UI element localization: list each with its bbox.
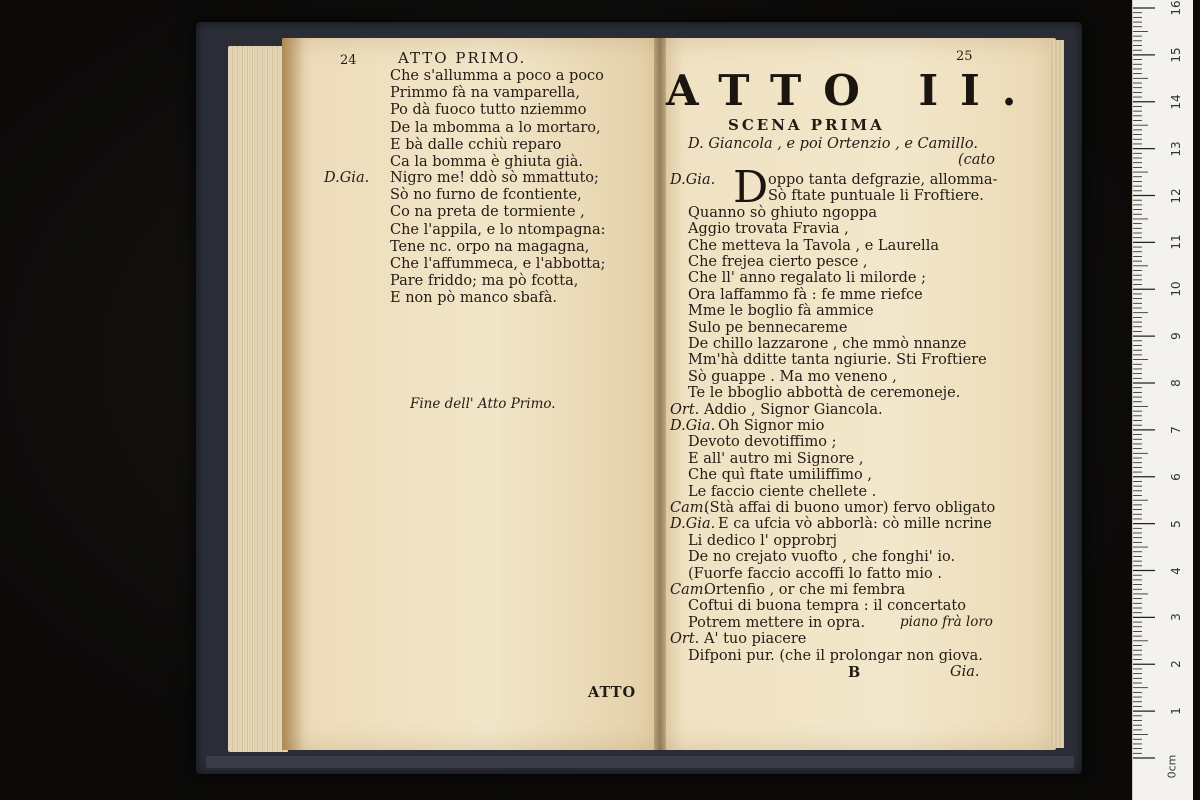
dialogue-line: Mme le boglio fà ammice: [688, 303, 874, 320]
ruler-number: 16: [1169, 0, 1183, 16]
act-title: ATTO II.: [666, 66, 1039, 115]
speaker-label: Cam.: [670, 500, 709, 516]
dialogue-line: Mm'hà ddittе tanta ngiurie. Sti Froftiere: [688, 352, 987, 369]
speech-line: Pare friddo; ma pò fcotta,: [390, 273, 579, 290]
ruler-number: 13: [1169, 140, 1183, 157]
speech-line: Sò no furno de fcontiente,: [390, 187, 582, 204]
page-stain: [282, 38, 304, 750]
ruler-number: 6: [1169, 472, 1183, 481]
dialogue-line: A' tuo piacere: [704, 631, 807, 648]
dialogue-line: (Fuorfe faccio accoffi lo fatto mio .: [688, 565, 942, 582]
dialogue-line: De chillo lazzarone , che mmò nnanze: [688, 336, 967, 352]
cover-edge: [206, 756, 1074, 768]
dialogue-line: Devoto devotiffimo ;: [688, 434, 837, 451]
speech-line: E non pò manco sbafà.: [390, 290, 558, 307]
dialogue-line: Le faccio ciente chellete .: [688, 483, 877, 500]
dialogue-line: Addio , Signor Giancola.: [704, 401, 883, 418]
speech-line: Che l'affummeca, e l'abbotta;: [390, 256, 606, 272]
dialogue-line: Che ll' anno regalato li milorde ;: [688, 270, 926, 287]
dialogue-line: Te le bboglio abbottà de ceremoneje.: [688, 385, 961, 402]
scene-heading: SCENA PRIMA: [728, 116, 885, 134]
dialogue-line: Quanno sò ghiuto ngoppa: [688, 204, 877, 221]
ruler-number: 3: [1169, 613, 1183, 622]
dialogue-line: Sò guappe . Ma mo veneno ,: [688, 368, 897, 385]
verse-line: De la mbomma a lo mortaro,: [390, 119, 601, 136]
dialogue-line: Aggio trovata Fravia ,: [688, 221, 849, 238]
speech-line: Tene nc. orpo na magagna,: [390, 238, 590, 255]
speaker-label: D.Gia.: [670, 172, 716, 188]
speech-line: Che l'appila, e lo ntompagna:: [390, 221, 606, 238]
dialogue-line: Che metteva la Tavola , e Laurella: [688, 237, 939, 254]
verse-line: Ca la bomma è ghiuta già.: [390, 154, 584, 170]
speech-line: Nigro me! ddò sò mmattuto;: [390, 170, 599, 186]
ruler-number: 1: [1169, 707, 1183, 715]
ruler-number: 4: [1169, 566, 1183, 575]
dialogue-line: Che quì ftate umiliffimo ,: [688, 467, 872, 484]
ruler-unit-label: 0cm: [1165, 754, 1179, 779]
dialogue-line: Oh Signor mio: [718, 418, 825, 434]
dialogue-line: Coftui di buona tempra : il concertato: [688, 598, 966, 615]
characters-line: D. Giancola , e poi Ortenzio , e Camillo.: [688, 136, 979, 152]
page-stack-right: [1050, 40, 1064, 748]
ruler-number: 2: [1169, 660, 1183, 669]
dialogue-line: Che frejea cierto pesce ,: [688, 254, 868, 270]
dialogue-line: E all' autro mi Signore ,: [688, 450, 864, 467]
stage-direction: piano frà loro: [900, 614, 993, 630]
ruler-number: 7: [1169, 426, 1183, 434]
speaker-label: D.Gia.: [670, 516, 716, 533]
dialogue-line: Sò ftate puntuale li Froftiere.: [768, 188, 984, 205]
dialogue-line: Sulo pe bennecareme: [688, 319, 848, 336]
ruler-ticks: [1133, 0, 1193, 800]
measuring-ruler: [1132, 0, 1193, 800]
speaker-label: D.Gia.: [324, 170, 370, 186]
characters-continuation: (cato: [958, 152, 995, 168]
speaker-label: Ort.: [670, 401, 700, 418]
dialogue-line: (Stà affai di buono umor) fervo obligato: [704, 500, 996, 516]
dialogue-line: Difponi pur. (che il prolongar non giova.: [688, 647, 983, 664]
speech-line: Co na preta de tormiente ,: [390, 204, 585, 221]
ruler-number: 12: [1169, 187, 1183, 204]
dialogue-line: Li dedico l' opprobrj: [688, 532, 838, 549]
dialogue-line: De no crejato vuofto , che fonghi' io.: [688, 549, 956, 566]
ruler-number: 5: [1169, 519, 1183, 528]
verse-line: Che s'allumma a poco a poco: [390, 68, 604, 84]
dialogue-line: Ora laffammo fà : fe mme riefce: [688, 286, 923, 303]
speaker-label: Ort.: [670, 631, 700, 648]
right-catchword: Gia.: [950, 664, 980, 680]
dialogue-line: Ortenfio , or che mi fembra: [704, 582, 906, 598]
speaker-label: Cam.: [670, 582, 709, 598]
verse-line: Po dà fuoco tutto nziemmo: [390, 102, 587, 119]
drop-capital: D: [733, 162, 769, 213]
dialogue-line: E ca ufcia vò abborlà: cò mille ncrine: [718, 516, 992, 533]
left-catchword: ATTO: [588, 684, 637, 701]
ruler-number: 9: [1169, 332, 1183, 340]
verse-line: E bà dalle cchiù reparo: [390, 136, 562, 153]
end-of-act-note: Fine dell' Atto Primo.: [410, 396, 556, 412]
speaker-label: D.Gia.: [670, 418, 716, 434]
signature-mark: B: [848, 664, 861, 681]
left-running-head: ATTO PRIMO.: [398, 49, 527, 67]
dialogue-line: Potrem mettere in opra.: [688, 614, 866, 631]
ruler-number: 11: [1169, 234, 1183, 251]
ruler-number: 15: [1169, 47, 1183, 63]
ruler-number: 8: [1169, 379, 1183, 387]
ruler-number: 10: [1169, 281, 1183, 297]
right-page-number: 25: [956, 49, 973, 64]
book-spine: [654, 38, 666, 750]
left-page-number: 24: [340, 53, 357, 68]
dialogue-line: oppo tanta defgrazie, allomma-: [768, 172, 998, 188]
page-stack-left: [228, 46, 288, 752]
ruler-number: 14: [1169, 94, 1183, 110]
verse-line: Primmo fà na vamparella,: [390, 85, 580, 102]
